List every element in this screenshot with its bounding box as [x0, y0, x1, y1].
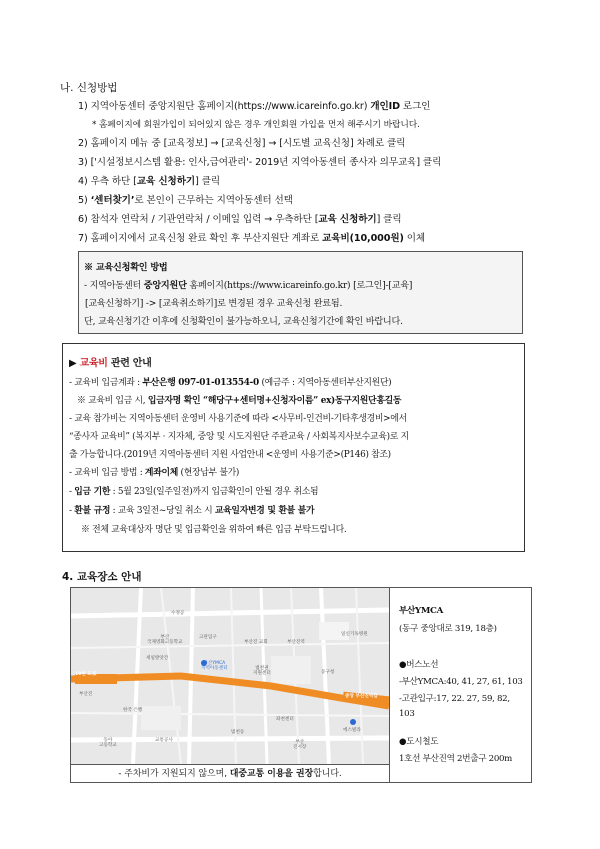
map-label: 부산 진시장 [293, 740, 307, 751]
bus-title: ●버스노선 [399, 660, 439, 670]
map-label: 범천동 [231, 730, 245, 735]
subway-title: ●도시철도 [399, 737, 439, 747]
map-label: 일신기독병원 [341, 632, 368, 637]
location-title: 4. 교육장소 안내 [62, 571, 142, 583]
bus-route-3: 103 [399, 709, 415, 719]
step-4: 4) 우측 하단 [교육 신청하기] 클릭 [78, 176, 220, 187]
confirm-line-1: - 지역아동센터 중앙지원단 홈페이지(https://www.icareinfo.go.kr) [로그인]-[교육] [84, 280, 413, 291]
fee-box [62, 343, 525, 552]
section-title: 나. 신청방법 [60, 82, 118, 94]
map-label: 교통공사 [155, 738, 173, 743]
fee-refund: - 환불 규정 : 교육 3일전~당일 취소 시 교육일자변경 및 환불 불가 [69, 506, 315, 516]
confirm-box [78, 251, 523, 334]
fee-desc-2: “종사자 교육비” (복지부 · 지자체, 중앙 및 시도지원단 주관교육 / 사회복지사보수교육)로 지 [69, 432, 409, 442]
step-2: 2) 홈페이지 메뉴 중 [교육정보] → [교육신청] → [시도별 교육신청] 차례로 클릭 [78, 138, 406, 149]
step-6: 6) 참석자 연락처 / 기관연락처 / 이메일 입력 → 우측하단 [교육 신청하기] 클릭 [78, 214, 402, 225]
step-1: 1) 지역아동센터 중앙지원단 홈페이지(https://www.icareinfo.go.kr) 개인ID 로그인 [78, 101, 431, 112]
fee-method: - 교육비 입금 방법 : 계좌이체 (현장납부 불가) [69, 468, 240, 478]
fee-title: ▶ 교육비 관련 안내 [69, 358, 152, 369]
fee-account: - 교육비 입금계좌 : 부산은행 097-01-013554-0 (예금주 : 지역아동센터부산지원단) [69, 378, 392, 388]
map-label: 에스빌라 [343, 728, 361, 733]
map-label: 고관입구 [199, 635, 217, 640]
map-label: 동아 고등학교 [99, 738, 117, 749]
step-7: 7) 홈페이지에서 교육신청 완료 확인 후 부산지원단 계좌로 교육비(10,000원) 이체 [78, 233, 426, 244]
location-table [70, 587, 532, 783]
venue-address: (동구 중앙대로 319, 18층) [399, 624, 497, 634]
step-3: 3) ['시설정보시스템 활용: 인사,급여관리'- 2019년 지역아동센터 종사자 의무교육] 클릭 [78, 157, 442, 168]
map-label: 부산진역 [287, 640, 305, 645]
map-label: 부산진 [79, 692, 93, 697]
map-label: 범천권 지원센터 [253, 666, 271, 677]
map-label: 부산 국제영화고등학교 [147, 635, 183, 646]
map-label: 좌천센터 [276, 717, 294, 722]
parking-caption: - 주차비가 지원되지 않으며, 대중교통 이용을 권장합니다. [71, 764, 390, 783]
map-road-label: 10번 도로 [75, 672, 97, 677]
fee-desc-1: - 교육 참가비는 지역아동센터 운영비 사용기준에 따라 <사무비-인건비-기타후생경비>에서 [69, 414, 407, 424]
fee-deadline: - 입금 기한 : 5월 23일(일주일전)까지 입금확인이 안될 경우 취소됨 [69, 487, 319, 497]
map-label: 한국 은행 [123, 708, 143, 713]
map-road-label: 중앙 부산진역길 [345, 694, 378, 699]
subway-route: 1호선 부산진역 2번출구 200m [399, 754, 512, 764]
step-5: 5) ‘센터찾기’로 본인이 근무하는 지역아동센터 선택 [78, 195, 293, 206]
venue-name: 부산YMCA [399, 606, 443, 616]
map-label: 수정공 [171, 611, 185, 616]
step-1-note: * 홈페이지에 회원가입이 되어있지 않은 경우 개인회원 가입을 먼저 해주시기 바랍니다. [92, 120, 420, 130]
fee-closing: ※ 전체 교육대상자 명단 및 입금확인을 위하여 빠른 입금 부탁드립니다. [81, 525, 347, 535]
map-label: 부산진 교회 [244, 640, 268, 645]
confirm-title: ※ 교육신청확인 방법 [84, 262, 168, 273]
map-label-ymca: 부산YMCA 지역아동센터 [201, 661, 228, 672]
bus-route-1: -부산YMCA:40, 41, 27, 61, 103 [399, 677, 523, 687]
bus-route-2: -고관입구:17, 22. 27, 59, 82, [399, 694, 510, 704]
location-map [71, 588, 390, 764]
map-graphic [71, 588, 389, 764]
confirm-line-3: 단, 교육신청기간 이후에 신청확인이 불가능하오니, 교육신청기간에 확인 바랍니다. [84, 317, 403, 327]
fee-desc-3: 출 가능합니다.(2019년 지역아동센터 지원 사업안내 <운영비 사용기준>(P146) 참조) [69, 450, 391, 460]
map-label: 동구청 [321, 670, 335, 675]
confirm-line-2: [교육신청하기] -> [교육취소하기]로 변경된 경우 교육신청 완료됨. [85, 299, 343, 309]
fee-deposit-name: ※ 교육비 입금 시, 입금자명 확인 “해당구+센터명+신청자이름” ex)동구지원단홍길동 [77, 396, 402, 406]
map-label: 세일방앗간 [146, 656, 169, 661]
